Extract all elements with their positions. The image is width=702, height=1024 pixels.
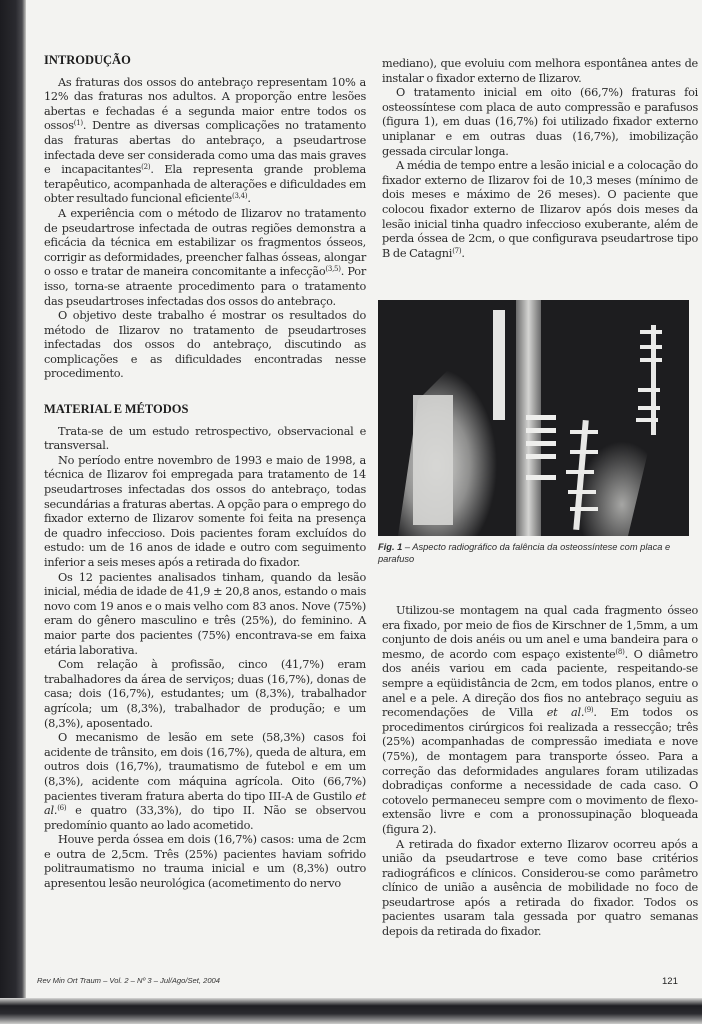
page-number: 121 <box>662 976 678 987</box>
paragraph-text: . Ela representa grande problema terapêutico, acompanhada de alterações e dificuldades em obter resultado funcional eficiente <box>44 163 366 206</box>
figure-caption <box>378 541 696 565</box>
paragraph <box>44 207 366 309</box>
paragraph-text: . Em todos os procedimentos cirúrgicos foi realizada a ressecção; três (25%) acompanhadas de compressão imediata e nove (75%), de montagem para transporte ósseo. Para a correção das deformidades angulares foram utilizadas dobradiças conforme a necessidade de cada caso. O cotovelo permaneceu sempre com o movimento de flexo-extensão livre e com a pronossupinação bloqueada (figura 2). <box>382 706 698 836</box>
section-heading-material-metodos: MATERIAL E MÉTODOS <box>44 402 189 417</box>
paragraph-text: . Por isso, torna-se atraente procedimento para o tratamento das pseudartroses infectadas dos ossos do antebraço. <box>44 265 366 308</box>
citation: (2) <box>141 163 151 172</box>
right-column-bottom <box>382 604 698 940</box>
citation: (8) <box>615 647 625 656</box>
italic-text: et al. <box>546 706 585 720</box>
paragraph: mediano), que evoluiu com melhora espontânea antes de instalar o fixador externo de Ilizarov. <box>382 57 698 85</box>
paragraph: Houve perda óssea em dois (16,7%) casos: uma de 2cm e outra de 2,5cm. Três (25%) pacientes haviam sofrido politraumatismo no trauma inicial e um (8,3%) outro apresentou lesão neurológica (acometimento do nervo <box>44 833 366 891</box>
figure-caption-text: – Aspecto radiográfico da falência da osteossíntese com placa e parafuso <box>378 542 671 564</box>
citation: (3,4) <box>231 192 248 201</box>
paragraph <box>44 76 366 207</box>
paragraph-text: e quatro (33,3%), do tipo II. Não se observou predomínio quanto ao lado acometido. <box>44 804 366 832</box>
paragraph <box>382 604 698 838</box>
right-column-top <box>382 57 698 261</box>
citation: (9) <box>584 706 594 715</box>
paragraph-text: Utilizou-se montagem na qual cada fragmento ósseo era fixado, por meio de fios de Kirschner de 1,5mm, a um conjunto de dois anéis ou um anel e uma bandeira para o mesmo, de acordo com espaço existente <box>382 604 698 661</box>
paragraph-text: . O diâmetro dos anéis variou em cada paciente, respeitando-se sempre a eqüidistância de 2cm, em todos planos, entre o anel e a pele. A direção dos fios no antebraço seguiu as recomendações de Villa <box>382 647 698 720</box>
paragraph: Trata-se de um estudo retrospectivo, observacional e transversal. <box>44 424 366 453</box>
paragraph-text: . <box>461 246 465 260</box>
paragraph: O objetivo deste trabalho é mostrar os resultados do método de Ilizarov no tratamento de pseudartroses infectadas dos ossos do antebraço, discutindo as complicações e as dificuldades encontradas nesse procedimento. <box>44 309 366 381</box>
paragraph-text: A experiência com o método de Ilizarov no tratamento de pseudartrose infectada de outras regiões demonstra a eficácia da técnica em estabilizar os fragmentos ósseos, corrigir as deformidades, preencher falhas ósseas, alongar o osso e tratar de maneira concomitante a infecção <box>44 206 366 279</box>
section-heading-introducao: INTRODUÇÃO <box>44 53 131 67</box>
paragraph-text: . Dentre as diversas complicações no tratamento das fraturas abertas do antebraço, a pseudartrose infectada deve ser considerada como uma das mais graves e incapacitantes <box>44 119 366 177</box>
paragraph <box>382 159 698 261</box>
citation: (1) <box>73 119 83 128</box>
plate-upper <box>493 310 505 420</box>
citation: (6) <box>57 804 67 813</box>
scan-shadow-left <box>0 0 26 1024</box>
paragraph: O tratamento inicial em oito (66,7%) fraturas foi osteossíntese com placa de auto compressão e parafusos (figura 1), em duas (16,7%) foi utilizado fixador externo uniplanar e em outras duas (16,7%), imobilização gessada circular longa. <box>382 86 698 158</box>
paragraph <box>44 731 366 833</box>
figure-radiograph <box>378 300 689 536</box>
paragraph-text: . <box>247 192 251 206</box>
scan-shadow-bottom <box>0 998 702 1024</box>
paragraph: No período entre novembro de 1993 e maio de 1998, a técnica de Ilizarov foi empregada para tratamento de 14 pseudartroses infectadas dos ossos do antebraço, todas secundárias a fraturas abertas. A opção para o emprego do fixador externo de Ilizarov somente foi feita na presença de quadro infeccioso. Dois pacientes foram excluídos do estudo: um de 16 anos de idade e outro com seguimento inferior a seis meses após a retirada do fixador. <box>44 453 366 569</box>
citation: (7) <box>452 246 462 255</box>
paragraph: Com relação à profissão, cinco (41,7%) eram trabalhadores da área de serviços; duas (16,7%), donas de casa; dois (16,7%), estudantes; um (8,3%), trabalhador agrícola; um (8,3%), trabalhador de produção; e um (8,3%), aposentado. <box>44 658 366 730</box>
left-column <box>44 53 366 892</box>
paragraph: A retirada do fixador externo Ilizarov ocorreu após a união da pseudartrose e teve como base critérios radiográficos e clínicos. Considerou-se como parâmetro clínico de união a ausência de mobilidade no foco de pseudartrose após a retirada do fixador. Todos os pacientes usaram tala gessada por quatro semanas depois da retirada do fixador. <box>382 837 698 939</box>
citation: (3,5) <box>325 265 341 274</box>
figure-label: Fig. 1 <box>378 542 403 552</box>
radiograph-image <box>378 300 689 536</box>
journal-footer: Rev Min Ort Traum – Vol. 2 – Nº 3 – Jul/Ago/Set, 2004 <box>37 976 220 985</box>
paragraph-text: O mecanismo de lesão em sete (58,3%) casos foi acidente de trânsito, em dois (16,7%), queda de altura, em outros dois (16,7%), traumatismo de futebol e em um (8,3%), acidente com máquina agrícola. Oito (66,7%) pacientes tiveram fratura aberta do tipo III-A de Gustilo <box>44 731 366 803</box>
paragraph: Os 12 pacientes analisados tinham, quando da lesão inicial, média de idade de 41,9 ± 20,8 anos, estando o mais novo com 19 anos e o mais velho com 83 anos. Nove (75%) eram do gênero masculino e três (25%), do feminino. A maior parte dos pacientes (75%) encontrava-se em faixa etária laborativa. <box>44 570 366 657</box>
paragraph-text: As fraturas dos ossos do antebraço representam 10% a 12% das fraturas nos adultos. A proporção entre lesões abertas e fechadas é a segunda maior entre todos os ossos <box>44 75 366 133</box>
bone-fragment-left <box>413 395 453 525</box>
italic-text: et al. <box>44 789 366 818</box>
paragraph-text: A média de tempo entre a lesão inicial e a colocação do fixador externo de Ilizarov foi de 10,3 meses (mínimo de dois meses e máximo de 26 meses). O paciente que colocou fixador externo de Ilizarov após dois meses da lesão inicial tinha quadro infeccioso exuberante, além de perda óssea de 2cm, o que configurava pseudartrose tipo B de Catagni <box>382 159 698 260</box>
